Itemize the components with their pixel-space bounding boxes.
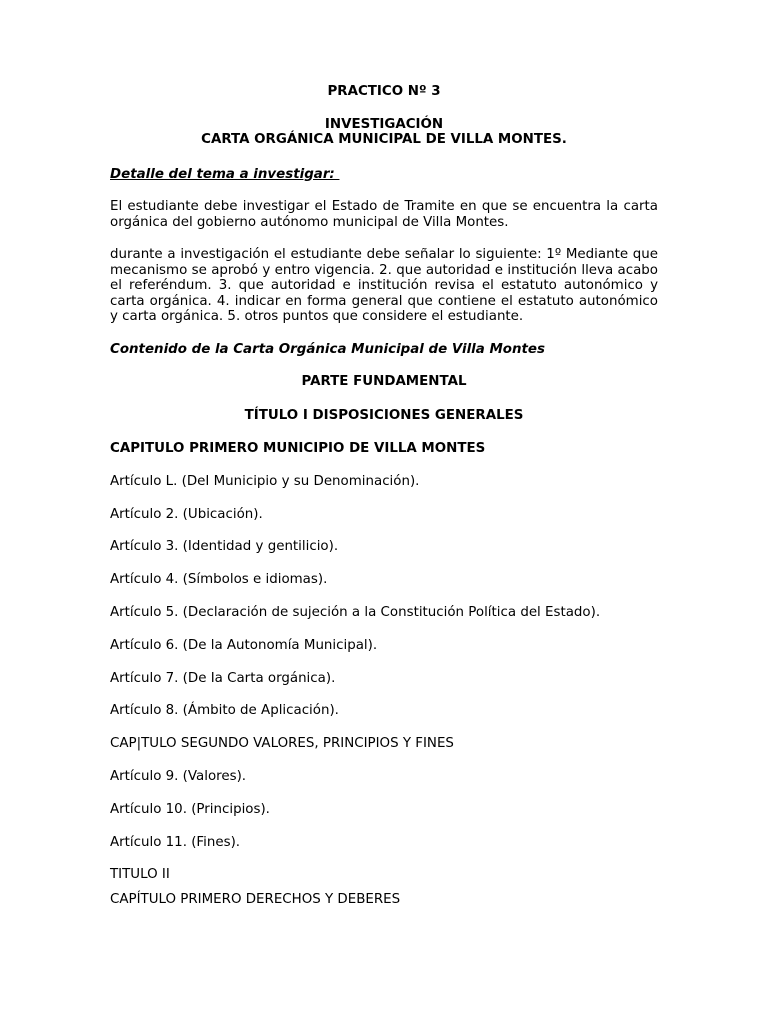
article-item: Artículo L. (DeI Municipio y su Denominación). [110, 473, 420, 489]
article-item: Artículo 8. (Ámbito de Aplicación). [110, 703, 339, 719]
document-body [110, 84, 658, 907]
chapter-two-article-list [110, 769, 658, 850]
title-two-heading: TITULO II [110, 867, 170, 883]
chapter-one-article-list [110, 474, 658, 719]
contents-heading: Contenido de la Carta Orgánica Municipal de Villa Montes [110, 341, 545, 357]
article-item: Artículo 6. (De la Autonomía Municipal). [110, 637, 378, 653]
article-item: Artículo 3. (Identidad y gentilicio). [110, 539, 339, 555]
chapter-two-heading: CAP|TULO SEGUNDO VALORES, PRINCIPIOS Y FINES [110, 736, 454, 752]
part-heading: PARTE FUNDAMENTAL [301, 374, 467, 389]
chapter-one-heading: CAPITULO PRIMERO MUNICIPIO DE VILLA MONTES [110, 441, 486, 456]
practice-heading: PRACTICO Nº 3 [327, 84, 441, 99]
carta-organica-heading: CARTA ORGÁNICA MUNICIPAL DE VILLA MONTES. [201, 132, 567, 147]
detail-heading: Detalle del tema a investigar: [110, 166, 340, 182]
investigation-heading: INVESTIGACIÓN [324, 116, 444, 132]
article-item: Artículo 10. (Principios). [110, 801, 270, 817]
research-points-paragraph: durante a investigación el estudiante debe señalar lo siguiente: 1º Mediante que mecanismo se aprobó y entro vigencia. 2. que autoridad e institución lleva acabo el referéndum. 3. que autoridad e institución revisa el estatuto autonómico y carta orgánica. 4. indicar en forma general que contiene el estatuto autonómico y carta orgánica. 5. otros puntos que considere el estudiante. [110, 247, 658, 324]
instructions-paragraph: El estudiante debe investigar el Estado de Tramite en que se encuentra la carta orgánica del gobierno autónomo municipal de Villa Montes. [110, 199, 658, 230]
article-item: Artículo 11. (Fines). [110, 834, 241, 850]
article-item: Artículo 9. (Valores). [110, 768, 247, 784]
article-item: Artículo 7. (De Ia Carta orgánica). [110, 670, 336, 686]
article-item: Artículo 4. (Símbolos e idiomas). [110, 572, 328, 588]
article-item: Artículo 2. (Ubicación). [110, 506, 263, 522]
title-two-chapter-one-heading: CAPÍTULO PRIMERO DERECHOS Y DEBERES [110, 891, 401, 907]
title-one-heading: TÍTULO I DISPOSICIONES GENERALES [244, 407, 524, 423]
article-item: Artículo 5. (Declaración de sujeción a la Constitución Política del Estado). [110, 604, 601, 620]
